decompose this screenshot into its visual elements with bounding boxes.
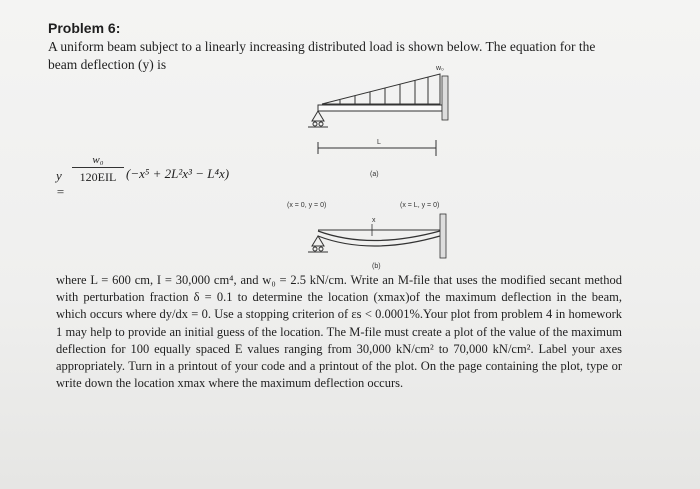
beam-diagram-b — [287, 202, 446, 270]
x-axis-label: x — [372, 217, 376, 224]
beam-a — [318, 105, 442, 111]
equation-rhs: (−x⁵ + 2L²x³ − L⁴x) — [126, 166, 230, 181]
caption-a: (a) — [370, 171, 379, 178]
fixed-wall-a — [442, 76, 448, 120]
pin-support-a — [312, 111, 324, 121]
problem-intro: A uniform beam subject to a linearly increasing distributed load is shown below. The equation for the beam deflection (y) is — [48, 39, 596, 72]
deflection-curve — [318, 231, 440, 241]
caption-b: (b) — [372, 263, 381, 270]
problem-title: Problem 6: — [48, 20, 121, 36]
equation-denominator: 120EIL — [79, 170, 117, 184]
problem-body: where L = 600 cm, I = 30,000 cm⁴, and w₀ = 2.5 kN/cm. Write an M-file that uses the modified secant method with perturbation fraction δ = 0.1 to determine the location (xmax)of the maximum deflection in the beam, which occurs where dy/dx = 0. Use a stopping criterion of εs < 0.0001%.Your plot from problem 4 in homework 1 may help to provide an initial guess of the location. The M-file must create a plot of the value of the maximum deflection for 100 equally spaced E values ranging from 30,000 kN/cm² to 70,000 kN/cm². Label your axes appropriately. Turn in a printout of your code and a printout of the plot. On the page containing the plot, type or write down the location xmax where the maximum deflection occurs. — [56, 273, 622, 391]
span-label: L — [377, 139, 381, 146]
bc-right-label: (x = L, y = 0) — [400, 202, 440, 209]
fixed-wall-b — [440, 214, 446, 258]
load-label: w₀ — [436, 65, 444, 72]
beam-diagram-a — [308, 65, 448, 178]
equation-lhs: y = — [56, 168, 65, 199]
bc-left-label: (x = 0, y = 0) — [287, 202, 327, 209]
distributed-load — [322, 74, 440, 104]
equation-numerator: w₀ — [72, 154, 124, 168]
